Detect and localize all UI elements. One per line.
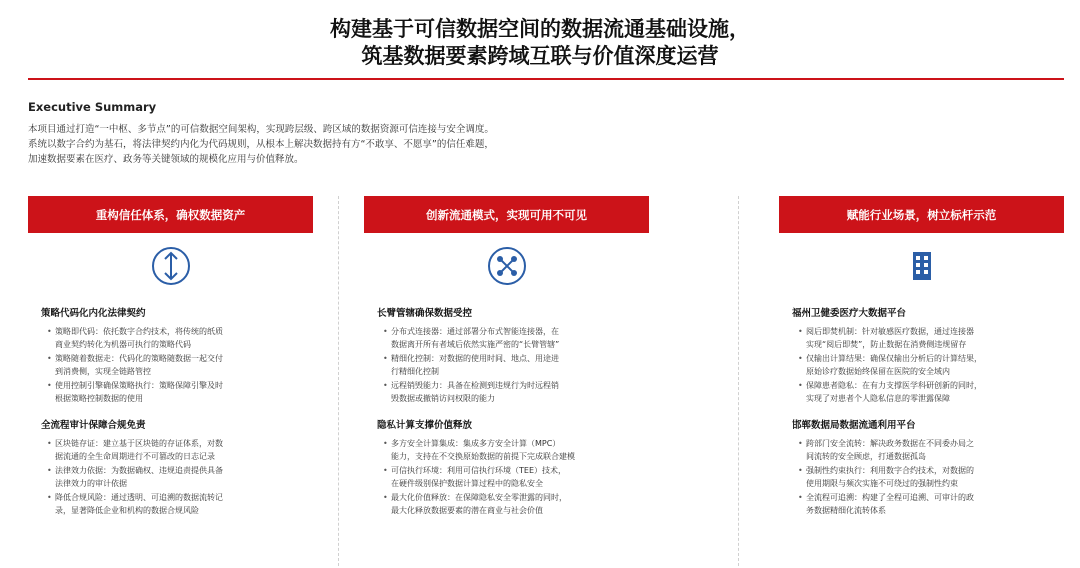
page-title [0,16,1080,70]
network-nodes-icon [487,246,527,286]
list-item: • 全流程可追溯：构建了全程可追溯、可审计的政 务数据精细化流转体系 [798,491,1064,517]
list-item: • 强制性约束执行：利用数字合约技术，对数据的 使用期限与频次实施不可绕过的强制性约束 [798,464,1064,490]
column-divider [738,196,739,566]
summary-line-2: 系统以数字合约为基石，将法律契约内化为代码规则，从根本上解决数据持有方“不敢享、不愿享”的信任难题， [28,139,494,150]
section-title: 隐私计算支撑价值释放 [377,420,473,431]
list-item: • 多方安全计算集成：集成多方安全计算（MPC） 能力，支持在不交换原始数据的前提下完成联合建模 [383,437,649,463]
executive-summary [28,100,728,167]
column-trust [28,196,313,518]
shield-arrows-icon [151,246,191,286]
list-item: • 远程销毁能力：具备在检测到违规行为时远程销 毁数据或撤销访问权限的能力 [383,379,649,405]
summary-heading: Executive Summary [28,100,157,114]
summary-line-3: 加速数据要素在医疗、政务等关键领域的规模化应用与价值释放。 [28,154,304,165]
list-item: • 法律效力依据：为数据确权、违规追责提供具备 法律效力的审计依据 [47,464,313,490]
column-banner: 赋能行业场景，树立标杆示范 [779,196,1064,233]
column-banner: 重构信任体系，确权数据资产 [28,196,313,233]
list-item: • 策略即代码：依托数字合约技术，将传统的纸质 商业契约转化为机器可执行的策略代码 [47,325,313,351]
list-item: • 跨部门安全流转：解决政务数据在不同委办局之 间流转的安全顾虑，打通数据孤岛 [798,437,1064,463]
icon-area [28,233,313,299]
list-item: • 保障患者隐私：在有力支撑医学科研创新的同时， 实现了对患者个人隐私信息的零泄露保障 [798,379,1064,405]
list-item: • 降低合规风险：通过透明、可追溯的数据流转记 录，显著降低企业和机构的数据合规风险 [47,491,313,517]
building-icon [902,246,942,286]
list-item: • 策略随着数据走：代码化的策略随数据一起交付 到消费侧，实现全链路管控 [47,352,313,378]
section-title: 长臂管辖确保数据受控 [377,308,473,319]
section-title: 福州卫健委医疗大数据平台 [792,308,907,319]
list-item: • 分布式连接器：通过部署分布式智能连接器，在 数据离开所有者域后依然实施严密的“长臂管辖” [383,325,649,351]
column-banner: 创新流通模式，实现可用不可见 [364,196,649,233]
list-item: • 最大化价值释放：在保障隐私安全零泄露的同时， 最大化释放数据要素的潜在商业与社会价值 [383,491,649,517]
icon-area [364,233,649,299]
list-item: • 使用控制引擎确保策略执行：策略保障引擎及时 根据策略控制数据的使用 [47,379,313,405]
section-title: 策略代码化内化法律契约 [41,308,146,319]
title-line-1: 构建基于可信数据空间的数据流通基础设施， [330,17,750,41]
summary-line-1: 本项目通过打造“一中枢、多节点”的可信数据空间架构，实现跨层级、跨区域的数据资源可信连接与安全调度。 [28,124,494,135]
list-item: • 阅后即焚机制：针对敏感医疗数据，通过连接器 实现“阅后即焚”，防止数据在消费侧违规留存 [798,325,1064,351]
list-item: • 精细化控制：对数据的使用时间、地点、用途进 行精细化控制 [383,352,649,378]
title-divider [28,78,1064,80]
column-circulation [364,196,649,518]
list-item: • 仅输出计算结果：确保仅输出分析后的计算结果， 原始诊疗数据始终保留在医院的安全域内 [798,352,1064,378]
title-line-2: 筑基数据要素跨域互联与价值深度运营 [361,44,719,68]
section-title: 邯郸数据局数据流通利用平台 [792,420,916,431]
column-divider [338,196,339,566]
list-item: • 区块链存证：建立基于区块链的存证体系，对数 据流通的全生命周期进行不可篡改的日志记录 [47,437,313,463]
section-title: 全流程审计保障合规免责 [41,420,146,431]
icon-area [779,233,1064,299]
list-item: • 可信执行环境：利用可信执行环境（TEE）技术， 在硬件级别保护数据计算过程中的隐私安全 [383,464,649,490]
column-scenarios [779,196,1064,518]
